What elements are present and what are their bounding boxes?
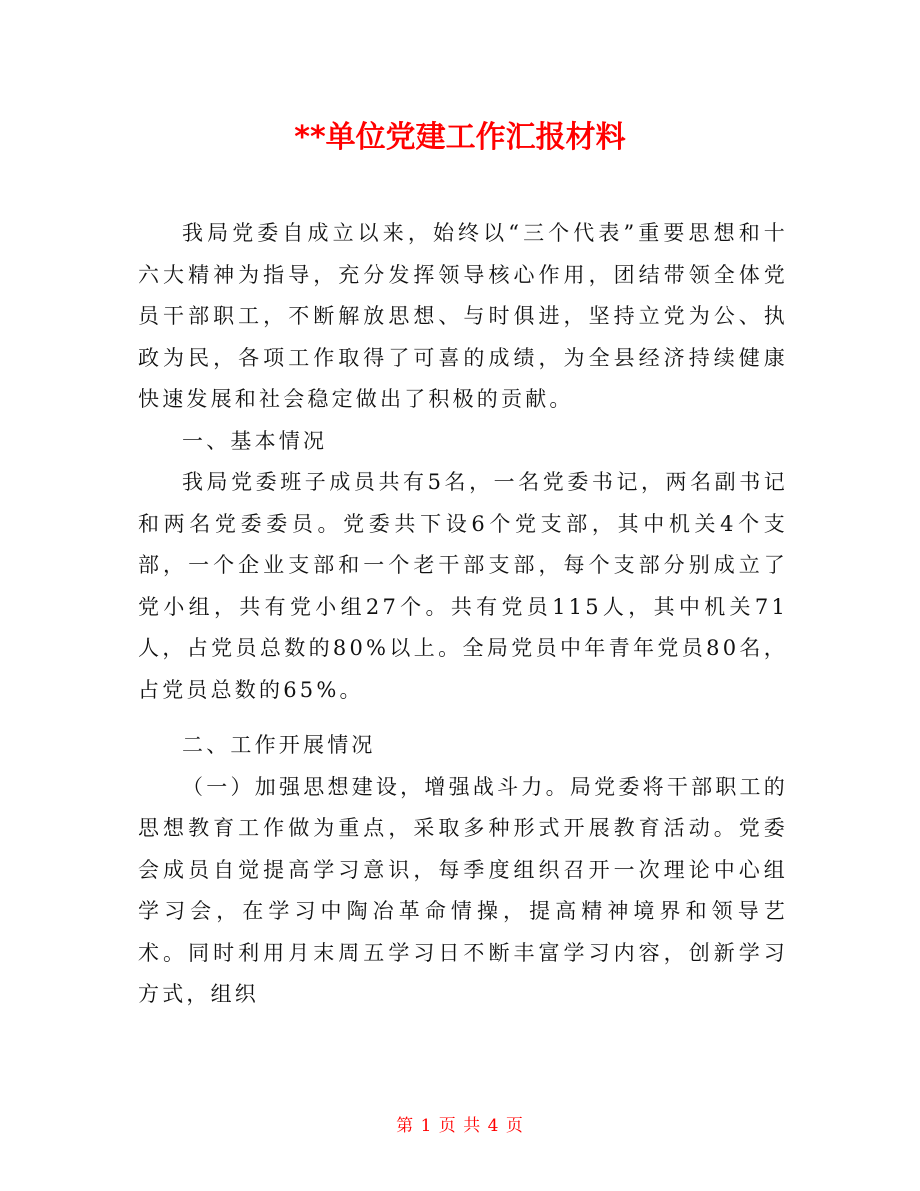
document-body [138, 213, 788, 1016]
paragraph-intro: 我局党委自成立以来，始终以“三个代表”重要思想和十六大精神为指导，充分发挥领导核心作用，团结带领全体党员干部职工，不断解放思想、与时俱进，坚持立党为公、执政为民，各项工作取得了可喜的成绩，为全县经济持续健康快速发展和社会稳定做出了积极的贡献。 [138, 221, 788, 411]
section-heading-basic-situation: 一、基本情况 [182, 428, 328, 453]
page-footer: 第 1 页 共 4 页 [396, 1116, 524, 1136]
section-heading-work-progress: 二、工作开展情况 [182, 733, 376, 757]
paragraph-ideological-building: （一）加强思想建设，增强战斗力。局党委将干部职工的思想教育工作做为重点，采取多种形式开展教育活动。党委会成员自觉提高学习意识，每季度组织召开一次理论中心组学习会，在学习中陶冶革命情操，提高精神境界和领导艺术。同时利用月末周五学习日不断丰富学习内容，创新学习方式，组织 [138, 774, 788, 1006]
document-title: **单位党建工作汇报材料 [294, 120, 626, 155]
paragraph-basic-situation: 我局党委班子成员共有5名，一名党委书记，两名副书记和两名党委委员。党委共下设6个党支部，其中机关4个支部，一个企业支部和一个老干部支部，每个支部分别成立了党小组，共有党小组27个。共有党员115人，其中机关71人，占党员总数的80%以上。全局党员中年青年党员80名，占党员总数的65%。 [138, 470, 788, 702]
